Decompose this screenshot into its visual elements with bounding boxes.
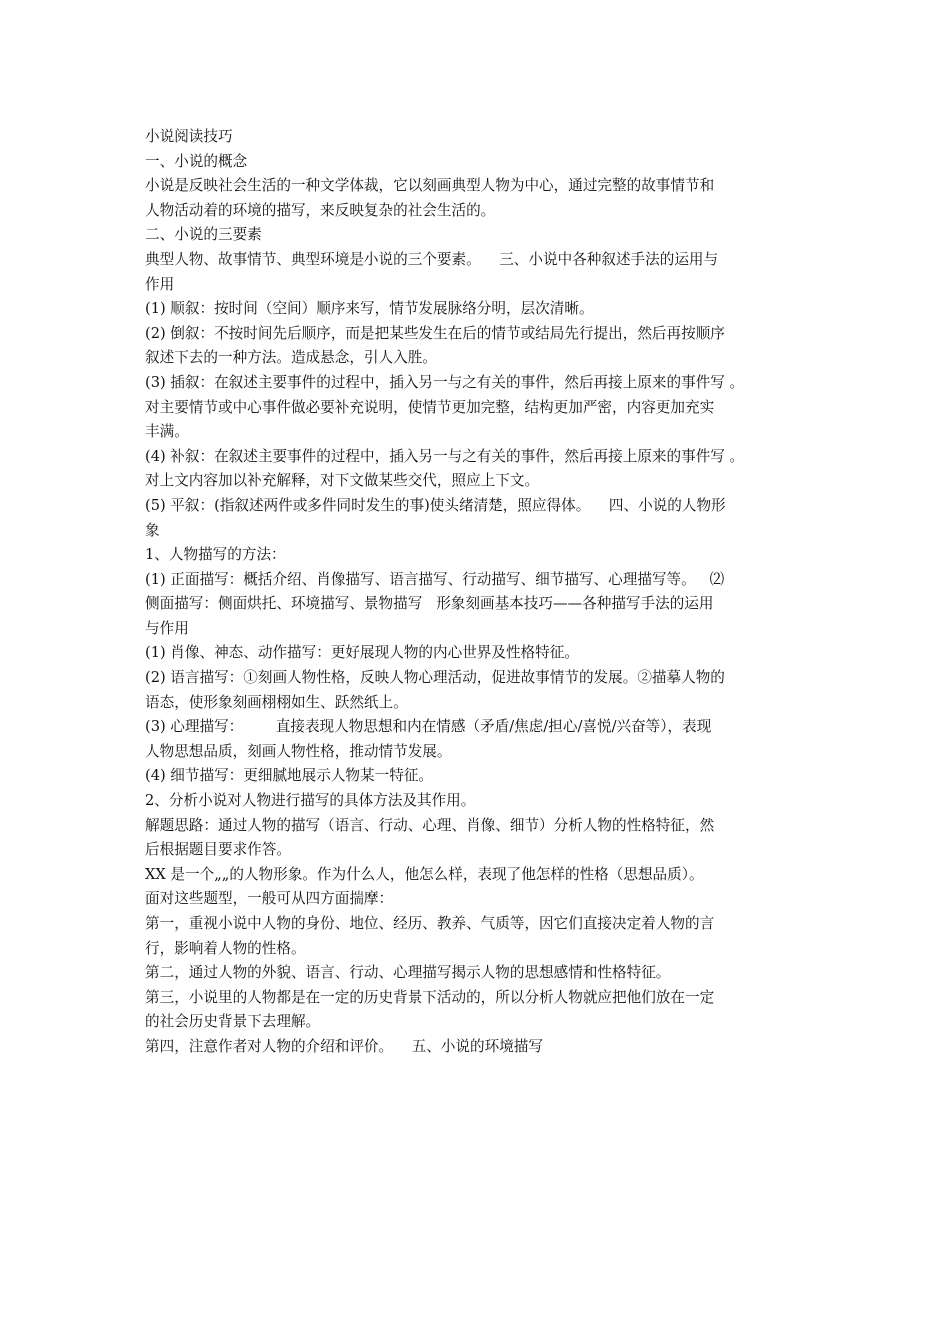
text-line: 小说是反映社会生活的一种文学体裁，它以刻画典型人物为中心，通过完整的故事情节和	[145, 177, 715, 195]
text-line: 语态，使形象刻画栩栩如生、跃然纸上。	[145, 693, 408, 711]
list-item: (1) 肖像、神态、动作描写：更好展现人物的内心世界及性格特征。	[145, 644, 579, 662]
text-line: 解题思路：通过人物的描写（语言、行动、心理、肖像、细节）分析人物的性格特征，然	[145, 816, 715, 834]
text-line: 第二，通过人物的外貌、语言、行动、心理描写揭示人物的思想感情和性格特征。	[145, 964, 671, 982]
text-line: 第四，注意作者对人物的介绍和评价。 五、小说的环境描写	[145, 1037, 543, 1055]
text-line: 对主要情节或中心事件做必要补充说明，使情节更加完整，结构更加严密，内容更加充实	[145, 398, 715, 416]
list-item: (2) 倒叙：不按时间先后顺序，而是把某些发生在后的情节或结局先行提出，然后再按顺序	[145, 324, 725, 342]
list-item: (3) 插叙：在叙述主要事件的过程中，插入另一与之有关的事件，然后再接上原来的事件写 。	[145, 373, 745, 391]
section-heading-concept: 一、小说的概念	[145, 152, 248, 170]
text-line: 后根据题目要求作答。	[145, 841, 291, 859]
text-line: 面对这些题型，一般可从四方面揣摩：	[145, 890, 394, 908]
text-line: 典型人物、故事情节、典型环境是小说的三个要素。 三、小说中各种叙述手法的运用与	[145, 250, 719, 268]
document-body	[145, 125, 815, 1060]
document-title: 小说阅读技巧	[145, 128, 233, 145]
subsection-heading: 1、人物描写的方法：	[145, 546, 286, 564]
text-line: XX 是一个„„的人物形象。作为什么人，他怎么样，表现了他怎样的性格（思想品质）。	[145, 865, 704, 883]
text-line: 对上文内容加以补充解释，对下文做某些交代，照应上下文。	[145, 472, 540, 490]
text-line: 人物思想品质，刻画人物性格，推动情节发展。	[145, 742, 452, 760]
list-item: (4) 细节描写：更细腻地展示人物某一特征。	[145, 767, 434, 785]
text-line: 象	[145, 521, 160, 539]
list-item: (3) 心理描写： 直接表现人物思想和内在情感（矛盾/焦虑/担心/喜悦/兴奋等），表现	[145, 718, 712, 736]
text-line: 丰满。	[145, 423, 189, 441]
list-item: (4) 补叙：在叙述主要事件的过程中，插入另一与之有关的事件，然后再接上原来的事件写 。	[145, 447, 745, 465]
text-line: 的社会历史背景下去理解。	[145, 1013, 321, 1031]
text-line: 第一，重视小说中人物的身份、地位、经历、教养、气质等，因它们直接决定着人物的言	[145, 915, 715, 932]
list-item: (5) 平叙：(指叙述两件或多件同时发生的事)使头绪清楚，照应得体。 四、小说的人物形	[145, 496, 726, 514]
text-line: 行，影响着人物的性格。	[145, 939, 306, 957]
text-line: 作用	[145, 275, 175, 293]
subsection-heading: 2、分析小说对人物进行描写的具体方法及其作用。	[145, 792, 476, 810]
text-line: 人物活动着的环境的描写，来反映复杂的社会生活的。	[145, 201, 496, 219]
section-heading-elements: 二、小说的三要素	[145, 226, 262, 244]
list-item: (1) 顺叙：按时间（空间）顺序来写，情节发展脉络分明，层次清晰。	[145, 300, 594, 318]
text-line: 侧面描写：侧面烘托、环境描写、景物描写 形象刻画基本技巧——各种描写手法的运用	[145, 595, 714, 613]
text-line: 叙述下去的一种方法。造成悬念，引人入胜。	[145, 349, 437, 367]
list-item: (2) 语言描写：①刻画人物性格，反映人物心理活动，促进故事情节的发展。②描摹人物的	[145, 669, 725, 687]
list-item: (1) 正面描写：概括介绍、肖像描写、语言描写、行动描写、细节描写、心理描写等。 ⑵	[145, 570, 725, 588]
text-line: 第三，小说里的人物都是在一定的历史背景下活动的，所以分析人物就应把他们放在一定	[145, 988, 715, 1006]
text-line: 与作用	[145, 619, 189, 637]
